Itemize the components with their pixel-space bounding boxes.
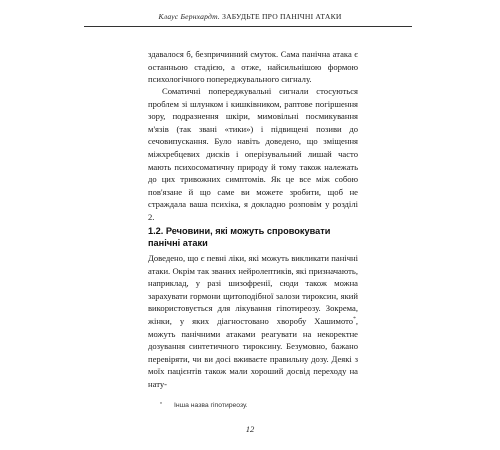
paragraph-text-part: , можуть панічними атаками реагувати на некоректне дозування синтетичного тироксину. Безумовно, бажано перевіряти, чи ви досі вживаєте правильну дозу. Деякі з моїх пацієнтів також мали хороший досвід переходу на нату- <box>148 315 358 389</box>
footnote <box>160 401 360 410</box>
page-number: 12 <box>245 424 255 434</box>
running-head-title: ЗАБУДЬТЕ ПРО ПАНІЧНІ АТАКИ <box>222 12 342 21</box>
paragraph-continuation <box>148 48 358 86</box>
running-head-author: Клаус Бернхардт. <box>158 12 220 21</box>
running-head-rule <box>84 26 412 27</box>
section-heading: 1.2. Речовини, які можуть спровокувати панічні атаки <box>148 226 331 249</box>
running-head <box>0 12 500 21</box>
footnote-marker: * <box>160 402 162 408</box>
paragraph-text: здавалося б, безпричинний смуток. Сама панічна атака є останньою стадією, а отже, найсильнішою формою психологічного попереджувального сигналу. <box>148 49 358 85</box>
footnote-reference-marker: * <box>353 316 356 323</box>
footnote-text: Інша назва гіпотиреозу. <box>174 402 248 409</box>
paragraph-section-substances <box>148 252 358 391</box>
paragraph-text-part: Доведено, що є певні ліки, які можуть викликати панічні атаки. Окрім так званих нейролептиків, які призначають, наприклад, у разі шизофренії, сюди також можна зарахувати гормони щитоподібної залози тироксин, який використовується для лікування гіпотиреозу. Зокрема, жінки, у яких діагностовано хворобу Хашимото <box>148 253 358 326</box>
paragraph-text <box>148 252 358 391</box>
paragraph-somatic-signals <box>148 85 358 224</box>
paragraph-text: Соматичні попереджувальні сигнали стосуються проблем зі шлунком і кишківником, раптове погіршення зору, подразнення шкіри, мимовільні посмикування м'язів (так звані «тики») і підвищені позиви до сечовипускання. Було навіть доведено, що зміщення міжхребцевих дисків і оперізувальний лишай часто мають психосоматичну природу й тому також належать до цих тривожних симптомів. Як це все між собою пов'язане й що саме ви можете зробити, щоб не страждала ваша психіка, я докладно розповім у розділі 2. <box>148 86 358 222</box>
